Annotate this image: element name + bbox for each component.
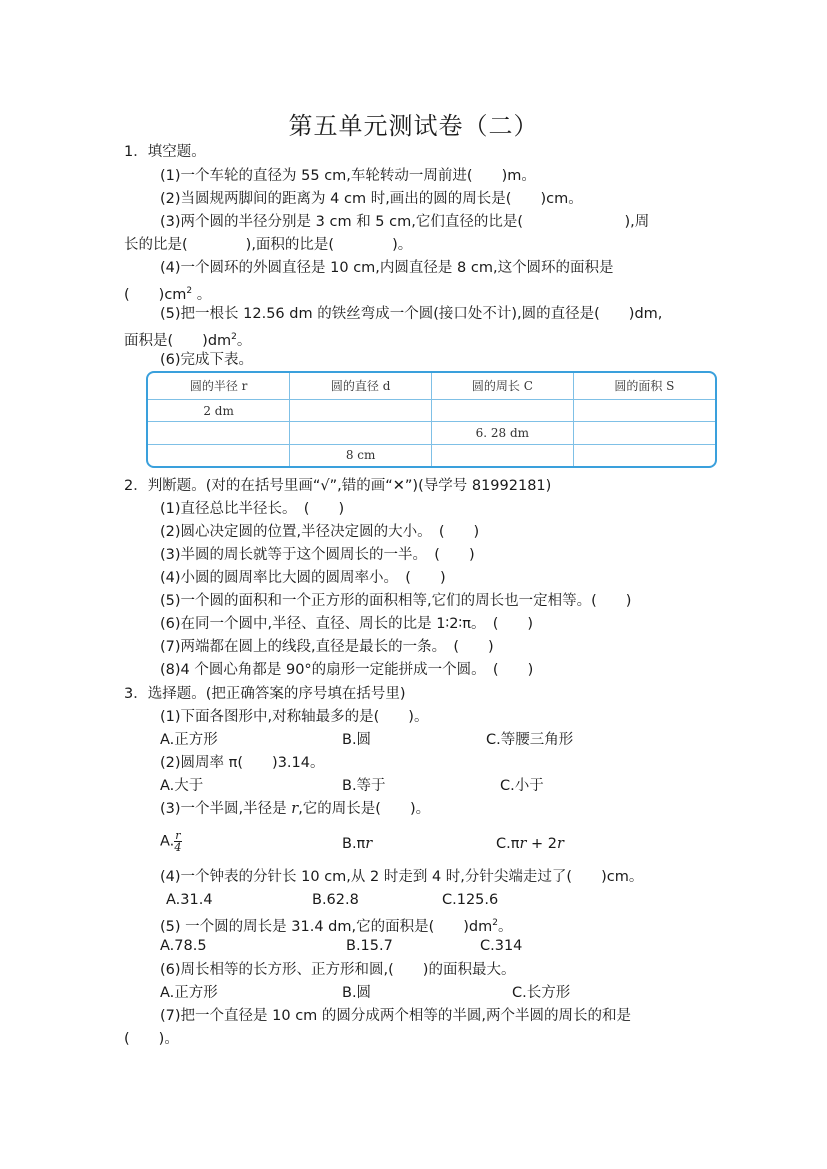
table-row [148, 399, 715, 422]
table-cell[interactable] [573, 399, 715, 422]
s3-q5-option-b[interactable]: B.15.7 [346, 938, 393, 954]
section-1-heading: 1．填空题。 [124, 144, 206, 160]
table-cell[interactable] [432, 444, 574, 466]
s1-q1: (1)一个车轮的直径为 55 cm,车轮转动一周前进( )m。 [160, 168, 536, 184]
s3-q7-line1: (7)把一个直径是 10 cm 的圆分成两个相等的半圆,两个半圆的周长的和是 [160, 1008, 632, 1024]
table-cell[interactable] [290, 422, 432, 445]
table-cell[interactable] [148, 422, 290, 445]
s3-q1-option-c[interactable]: C.等腰三角形 [486, 732, 574, 748]
table-cell[interactable] [432, 399, 574, 422]
s3-q5-option-a[interactable]: A.78.5 [160, 938, 207, 954]
s3-q7-line2: ( )。 [124, 1031, 179, 1047]
table-header: 圆的周长 C [432, 373, 574, 399]
table-header: 圆的面积 S [573, 373, 715, 399]
table-cell[interactable]: 6. 28 dm [432, 422, 574, 445]
s3-q1: (1)下面各图形中,对称轴最多的是( )。 [160, 709, 429, 725]
s2-item-5: (5)一个圆的面积和一个正方形的面积相等,它们的周长也一定相等。( ) [160, 593, 632, 609]
table-header-row [148, 373, 715, 399]
s1-q3-line1: (3)两个圆的半径分别是 3 cm 和 5 cm,它们直径的比是( ),周 [160, 214, 650, 230]
fraction-r-over-4: $\frac{r}{4}$ [174, 829, 182, 854]
s2-item-8: (8)4 个圆心角都是 90°的扇形一定能拼成一个圆。 ( ) [160, 662, 534, 678]
s1-q2: (2)当圆规两脚间的距离为 4 cm 时,画出的圆的周长是( )cm。 [160, 191, 583, 207]
s3-q2-option-a[interactable]: A.大于 [160, 778, 204, 794]
table-cell[interactable] [148, 444, 290, 466]
section-3-heading: 3．选择题。(把正确答案的序号填在括号里) [124, 686, 406, 702]
table-header: 圆的直径 d [290, 373, 432, 399]
s3-q1-option-b[interactable]: B.圆 [342, 732, 372, 748]
s3-q2: (2)圆周率 π( )3.14。 [160, 755, 325, 771]
s2-item-6: (6)在同一个圆中,半径、直径、周长的比是 1∶2∶π。 ( ) [160, 616, 534, 632]
s3-q6-option-c[interactable]: C.长方形 [512, 985, 571, 1001]
table-cell[interactable]: 8 cm [290, 444, 432, 466]
s1-q5-line1: (5)把一根长 12.56 dm 的铁丝弯成一个圆(接口处不计),圆的直径是( )dm, [160, 306, 663, 322]
table-cell[interactable] [573, 444, 715, 466]
s3-q4: (4)一个钟表的分针长 10 cm,从 2 时走到 4 时,分针尖端走过了( )cm。 [160, 869, 644, 885]
table-header: 圆的半径 r [148, 373, 290, 399]
s1-q4-line2: ( )$cm^2$ 。 [124, 286, 212, 303]
s1-q3-line2: 长的比是( ),面积的比是( )。 [124, 237, 413, 253]
s1-q5-line2: 面积是( )$dm^2$。 [124, 332, 252, 349]
table-row [148, 422, 715, 445]
s3-q1-option-a[interactable]: A.正方形 [160, 732, 218, 748]
table-row [148, 444, 715, 466]
s2-item-2: (2)圆心决定圆的位置,半径决定圆的大小。 ( ) [160, 524, 480, 540]
s2-item-3: (3)半圆的周长就等于这个圆周长的一半。 ( ) [160, 547, 475, 563]
page-title: 第五单元测试卷（二） [288, 112, 539, 140]
s3-q4-option-c[interactable]: C.125.6 [442, 892, 499, 908]
s3-q3-option-b[interactable]: B.πr [342, 836, 373, 852]
s3-q6-option-a[interactable]: A.正方形 [160, 985, 218, 1001]
s1-q6: (6)完成下表。 [160, 352, 254, 368]
s3-q4-option-b[interactable]: B.62.8 [312, 892, 359, 908]
s1-q4-line1: (4)一个圆环的外圆直径是 10 cm,内圆直径是 8 cm,这个圆环的面积是 [160, 260, 614, 276]
circle-table [146, 371, 717, 468]
s3-q3-option-c[interactable]: C.πr + 2r [496, 836, 564, 852]
table-cell[interactable]: 2 dm [148, 399, 290, 422]
s3-q5-option-c[interactable]: C.314 [480, 938, 523, 954]
section-2-heading: 2．判断题。(对的在括号里画“√”,错的画“✕”)(导学号 81992181) [124, 478, 552, 494]
s3-q3: (3)一个半圆,半径是 r,它的周长是( )。 [160, 801, 431, 817]
s3-q5: (5) 一个圆的周长是 31.4 dm,它的面积是( )$dm^2$。 [160, 918, 513, 935]
table-cell[interactable] [290, 399, 432, 422]
s3-q2-option-b[interactable]: B.等于 [342, 778, 386, 794]
s3-q6: (6)周长相等的长方形、正方形和圆,( )的面积最大。 [160, 962, 516, 978]
s2-item-7: (7)两端都在圆上的线段,直径是最长的一条。 ( ) [160, 639, 494, 655]
table-cell[interactable] [573, 422, 715, 445]
s3-q2-option-c[interactable]: C.小于 [500, 778, 544, 794]
s2-item-4: (4)小圆的圆周率比大圆的圆周率小。 ( ) [160, 570, 446, 586]
s3-q6-option-b[interactable]: B.圆 [342, 985, 372, 1001]
s3-q4-option-a[interactable]: A.31.4 [166, 892, 213, 908]
s3-q3-option-a[interactable]: A. $\frac{r}{4}$ [160, 829, 182, 854]
s2-item-1: (1)直径总比半径长。 ( ) [160, 501, 345, 517]
